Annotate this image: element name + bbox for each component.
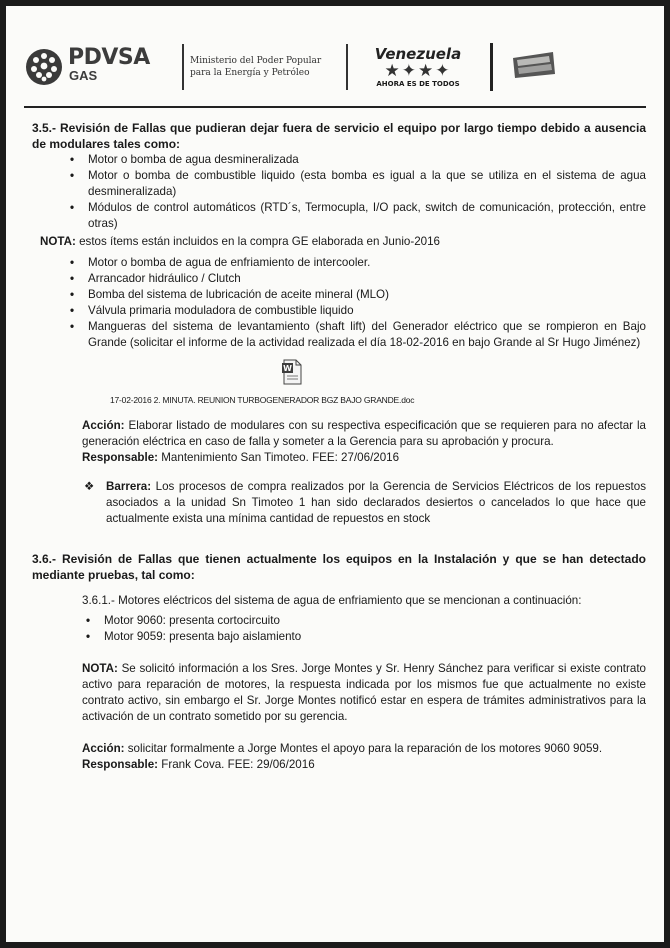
list-item: • Motor 9060: presenta cortocircuito [78, 613, 646, 629]
svg-text:W: W [283, 364, 292, 373]
diamond-bullet-icon: ❖ [84, 480, 95, 493]
list-item: • Mangueras del sistema de levantamiento (shaft lift) del Generador eléctrico que se rompieron en Bajo Grande (solicitar el informe de la actividad realizada el día 18-02-2016 en bajo Grande al Sr Hugo Jiménez) [62, 319, 646, 351]
list-item: • Bomba del sistema de lubricación de aceite mineral (MLO) [62, 287, 646, 303]
pdvsa-sun-icon [24, 47, 64, 87]
pdvsa-logo [24, 47, 176, 87]
list-item: • Válvula primaria moduladora de combustible liquido [62, 303, 646, 319]
section-3-5-title: 3.5.- Revisión de Fallas que pudieran dejar fuera de servicio el equipo por largo tiempo debido a ausencia de modulares tales como: [32, 121, 646, 151]
embedded-attachment[interactable] [132, 359, 452, 390]
header-divider [346, 44, 348, 90]
gas-badge-logo [509, 48, 559, 87]
attachment-caption[interactable]: 17-02-2016 2. MINUTA. REUNION TURBOGENERADOR BGZ BAJO GRANDE.doc [110, 395, 415, 405]
venezuela-logo [370, 46, 466, 88]
list-item: • Motor o bomba de agua de enfriamiento de intercooler. [62, 255, 646, 271]
responsable-3-5: Responsable: Mantenimiento San Timoteo. FEE: 27/06/2016 [82, 451, 400, 464]
ministry-text: Ministerio del Poder Popular para la Energía y Petróleo [190, 56, 322, 78]
responsable-3-6: Responsable: Frank Cova. FEE: 29/06/2016 [82, 758, 315, 771]
subsection-3-6-1: 3.6.1.- Motores eléctricos del sistema de agua de enfriamiento que se mencionan a continuación: [82, 594, 582, 607]
accion-3-5: Acción: Elaborar listado de modulares con su respectiva especificación que se requieren para no afectar la generación eléctrica en caso de falla y someter a la Gerencia para su aprobación y procura. [82, 419, 646, 448]
list-item: • Motor o bomba de combustible liquido (esta bomba es igual a la que se utiliza en el sistema de agua desmineralizada) [62, 168, 646, 200]
logo-name: PDVSA [68, 45, 150, 70]
list-item: • Arrancador hidráulico / Clutch [62, 271, 646, 287]
slogan-bottom: AHORA ES DE TODOS [376, 80, 460, 88]
accion-3-6: Acción: solicitar formalmente a Jorge Montes el apoyo para la reparación de los motores 9060 9059. [82, 742, 603, 755]
list-item: • Motor o bomba de agua desmineralizada [62, 152, 646, 168]
list-item: • Módulos de control automáticos (RTD´s, Termocupla, I/O pack, switch de comunicación, protección, entre otras) [62, 200, 646, 232]
header-divider [490, 43, 493, 91]
section-3-5-list-1 [62, 152, 646, 232]
section-3-6-title: 3.6.- Revisión de Fallas que tienen actualmente los equipos en la Instalación y que se han detectado mediante pruebas, tal como: [32, 552, 646, 582]
people-figures-icon: ★✦★✦ [384, 61, 452, 81]
nota-3-6: NOTA: Se solicitó información a los Sres. Jorge Montes y Sr. Henry Sánchez para verificar si existe contrato activo para reparación de motores, la respuesta indicada por los mismos fue que actualmente no existe contrato activo, sin embargo el Sr. Jorge Montes notificó estar en espera de trámites administrativos para la activación de un contrato sometido por su gerencia. [82, 662, 646, 723]
document-page [6, 6, 664, 942]
nota-3-5: NOTA: estos ítems están incluidos en la compra GE elaborada en Junio-2016 [40, 235, 441, 248]
barrera-3-5: ❖ Barrera: Los procesos de compra realizados por la Gerencia de Servicios Eléctricos de los repuestos asociados a la unidad Sn Timoteo 1 han sido declarados desiertos o cancelados lo que hace que actualmente exista una mínima cantidad de repuestos en stock [84, 480, 646, 525]
slogan-top: Venezuela [374, 45, 462, 63]
list-item: • Motor 9059: presenta bajo aislamiento [78, 629, 646, 645]
logo-sub: GAS [69, 68, 98, 83]
section-3-5-list-2 [62, 255, 646, 351]
word-document-icon[interactable] [281, 359, 303, 385]
motor-list [78, 613, 646, 645]
header-divider [182, 44, 184, 90]
letterhead [24, 28, 646, 108]
